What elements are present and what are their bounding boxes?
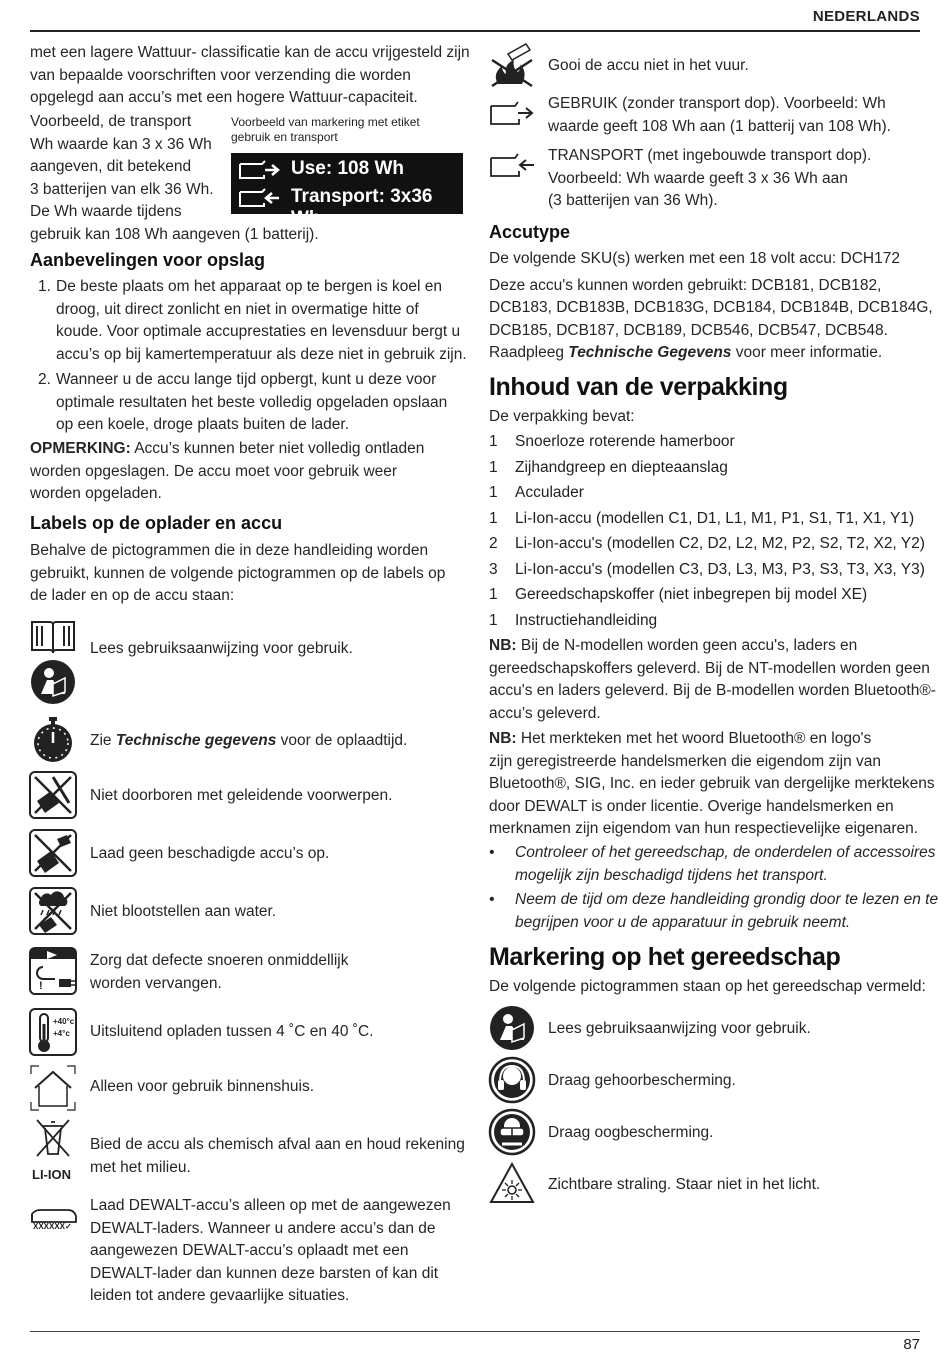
- text-line: de lader en op de accu staan:: [30, 587, 235, 604]
- text-line: accu’s op bij kamertemperatuur als deze niet in gebruik zijn.: [56, 345, 467, 363]
- text-span: Zie: [90, 732, 116, 749]
- text-line: Laad DEWALT-accu’s alleen op met de aangewezen: [90, 1197, 451, 1214]
- text-line: DEWALT-laders. Wanneer u andere accu’s dan de: [90, 1219, 436, 1237]
- text-line: Bluetooth®, SIG, Inc. en ieder gebruik van dergelijke merktekens: [489, 775, 935, 792]
- text-line: DCB185, DCB187, DCB189, DCB546, DCB547, DCB548.: [489, 321, 888, 339]
- text-line: De volgende SKU(s) werken met een 18 volt accu: DCH172: [489, 250, 900, 267]
- marking-radiation-text: Zichtbare straling. Staar niet in het licht.: [548, 1176, 821, 1193]
- text-line: worden opgeladen.: [30, 485, 162, 502]
- labels-heading: Labels op de oplader en accu: [30, 513, 283, 533]
- picto-indoor-text: Alleen voor gebruik binnenshuis.: [90, 1078, 315, 1095]
- text-line: Accu’s kunnen beter niet volledig ontladen: [130, 440, 425, 457]
- text-span: voor meer informatie.: [731, 344, 883, 361]
- text-line: van bepaalde voorschriften voor verzending die worden: [30, 66, 411, 84]
- picto-dewalt-text: [90, 1195, 451, 1308]
- note-label: NB:: [489, 730, 517, 747]
- battery-use-outline-icon: [488, 98, 536, 132]
- dewalt-code-label: XXXXXX✓: [33, 1222, 72, 1231]
- text-line: gereedschapskoffers geleverd. Bij de NT-modellen worden geen: [489, 659, 930, 677]
- text-line: op een koele, droge plaats buiten de lader.: [56, 416, 350, 433]
- temp-low-label: +4°c: [53, 1029, 70, 1038]
- picto-no-damaged-text: Laad geen beschadigde accu’s op.: [90, 845, 330, 862]
- text-line: koude. Voor optimale accuprestaties en levensduur bergt u: [56, 323, 461, 340]
- item-quantity: 1: [489, 510, 498, 527]
- list-item: [489, 610, 657, 632]
- note-label: NB:: [489, 637, 517, 654]
- text-line: Deze accu's kunnen worden gebruikt: DCB181, DCB182,: [489, 276, 882, 294]
- marking-read-text: Lees gebruiksaanwijzing voor gebruik.: [548, 1020, 811, 1037]
- battery-label-example: [231, 153, 463, 229]
- text-span: Het merkteken met het woord Bluetooth® en logo's: [516, 730, 872, 747]
- nb-models-note: [489, 635, 936, 725]
- text-line: De Wh waarde tijdens: [30, 203, 182, 220]
- read-manual-icon: [488, 1004, 536, 1052]
- list-item: [489, 508, 914, 530]
- caption-line: gebruik en transport: [231, 130, 338, 144]
- text-line: 3 batterijen van elk 36 Wh.: [30, 180, 214, 198]
- caption-line: Voorbeeld van markering met etiket: [231, 115, 420, 129]
- technical-data-reference: Technische gegevens: [115, 732, 277, 749]
- technical-data-reference: Technische Gegevens: [568, 344, 732, 361]
- text-line: aangeven, dit betekend: [30, 158, 192, 175]
- note-label: OPMERKING:: [30, 440, 131, 457]
- marking-hearing-text: Draag gehoorbescherming.: [548, 1072, 736, 1089]
- item-quantity: 1: [489, 586, 498, 603]
- picto-no-water-text: Niet blootstellen aan water.: [90, 903, 277, 920]
- text-line: Controleer of het gereedschap, de onderdelen of accessoires: [515, 844, 936, 861]
- item-number: 2.: [38, 371, 51, 388]
- contents-heading: Inhoud van de verpakking: [489, 373, 788, 401]
- page-number: 87: [903, 1336, 920, 1353]
- temp-high-label: +40°c: [53, 1017, 75, 1026]
- text-span: Bij de N-modellen worden geen accu's, laders en: [516, 637, 858, 654]
- text-line: Voorbeeld, de transport: [30, 113, 192, 130]
- defective-cord-icon: [29, 947, 77, 995]
- radiation-warning-icon: [488, 1160, 536, 1208]
- text-line: met het milieu.: [90, 1158, 191, 1176]
- accutype-heading: Accutype: [489, 222, 571, 242]
- item-quantity: 2: [489, 535, 498, 552]
- bullet-dot: •: [489, 891, 495, 908]
- picto-temp-text: Uitsluitend opladen tussen 4 ˚C en 40 ˚C.: [90, 1023, 374, 1040]
- footer-rule: [30, 1331, 920, 1332]
- marking-heading: Markering op het gereedschap: [489, 943, 841, 971]
- marking-eye-text: Draag oogbescherming.: [548, 1124, 714, 1141]
- bullet-dot: •: [489, 844, 495, 861]
- text-line: Wanneer u de accu lange tijd opbergt, kunt u deze voor: [56, 371, 437, 388]
- text-line: door DEWALT is onder licentie. Overige handelsmerken en: [489, 797, 894, 815]
- item-label: Zijhandgreep en diepteaanslag: [515, 459, 728, 476]
- text-line: (3 batterijen van 36 Wh).: [548, 192, 718, 209]
- item-quantity: 1: [489, 433, 498, 450]
- label-caption: [231, 115, 420, 145]
- contents-intro: De verpakking bevat:: [489, 408, 635, 425]
- read-manual-icon: [29, 658, 77, 706]
- battery-use-icon: [237, 159, 281, 181]
- indoor-house-icon: [29, 1064, 77, 1112]
- no-water-icon: [29, 887, 77, 935]
- text-line: Neem de tijd om deze handleiding grondig door te lezen en te: [515, 891, 939, 908]
- text-line: merknamen zijn eigendom van hun respectievelijke eigenaren.: [489, 820, 919, 837]
- list-item: [489, 457, 728, 479]
- item-label: Li-Ion-accu's (modellen C2, D2, L2, M2, P2, S2, T2, X2, Y2): [515, 535, 925, 552]
- text-line: waarde geeft 108 Wh aan (1 batterij van 108 Wh).: [548, 117, 891, 135]
- item-quantity: 1: [489, 612, 498, 629]
- text-line: accu’s geleverd.: [489, 704, 601, 722]
- thermometer-icon: [29, 1008, 77, 1056]
- li-ion-label: LI-ION: [32, 1167, 71, 1182]
- list-item: [489, 482, 584, 504]
- battery-transport-icon: [237, 187, 281, 209]
- list-item: [489, 431, 735, 453]
- text-line: TRANSPORT (met ingebouwde transport dop).: [548, 147, 872, 164]
- storage-heading: Aanbevelingen voor opslag: [30, 250, 266, 270]
- bullet-item: [489, 889, 938, 934]
- item-quantity: 1: [489, 484, 498, 501]
- text-line: Bied de accu als chemisch afval aan en houd rekening: [90, 1136, 465, 1153]
- item-label: Acculader: [515, 484, 584, 501]
- text-line: De beste plaats om het apparaat op te bergen is koel en: [56, 278, 443, 295]
- text-line: zijn geregistreerde handelsmerken die eigendom zijn van: [489, 752, 882, 770]
- item-quantity: 1: [489, 459, 498, 476]
- picto-charge-time-text: [90, 730, 407, 753]
- nb-trademark-note: [489, 728, 935, 841]
- label-use-text: Use: 108 Wh: [291, 158, 404, 179]
- text-line: Voorbeeld: Wh waarde geeft 3 x 36 Wh aan: [548, 169, 848, 187]
- label-transport-text: Transport: 3x36 Wh: [291, 186, 433, 229]
- item-label: Gereedschapskoffer (niet inbegrepen bij model XE): [515, 586, 868, 603]
- text-line: optimale resultaten het beste volledig opgeladen opslaan: [56, 393, 448, 411]
- text-line: accu's en laders geleverd. Bij de B-modellen worden Bluetooth®-: [489, 682, 936, 699]
- open-book-icon: [29, 614, 77, 662]
- item-label: Li-Ion-accu's (modellen C3, D3, L3, M3, P3, S3, T3, X3, Y3): [515, 561, 925, 578]
- item-label: Li-Ion-accu (modellen C1, D1, L1, M1, P1, S1, T1, X1, Y1): [515, 510, 915, 527]
- text-line: mogelijk zijn beschadigd tijdens het transport.: [515, 866, 828, 884]
- battery-transport-outline-icon: [488, 150, 536, 184]
- list-item: [489, 584, 867, 606]
- text-line: gebruikt, kunnen de volgende pictogrammen op de labels op: [30, 564, 446, 582]
- text-line: Wh waarde kan 3 x 36 Wh: [30, 135, 212, 153]
- text-line: DEWALT-lader dan kunnen deze barsten of kan dit: [90, 1264, 439, 1282]
- picto-read-text: Lees gebruiksaanwijzing voor gebruik.: [90, 640, 353, 657]
- stopwatch-icon: [29, 716, 77, 764]
- picto-use-text: [548, 93, 891, 138]
- text-line: aangewezen DEWALT-accu’s oplaadt met een: [90, 1242, 409, 1259]
- language-label: NEDERLANDS: [812, 8, 920, 25]
- item-quantity: 3: [489, 561, 498, 578]
- picto-no-probe-text: Niet doorboren met geleidende voorwerpen.: [90, 787, 393, 804]
- picto-transport-text: [548, 145, 871, 213]
- labels-intro: [30, 540, 445, 608]
- text-line: worden vervangen.: [90, 974, 222, 992]
- text-line: met een lagere Wattuur- classificatie kan de accu vrijgesteld zijn: [30, 44, 470, 61]
- picto-recycle-text: [90, 1134, 465, 1179]
- picto-cords-text: [90, 950, 348, 995]
- text-line: opgelegd aan accu’s met een hogere Wattuur-capaciteit.: [30, 89, 418, 106]
- text-span: voor de oplaadtijd.: [276, 732, 408, 749]
- svg-text:!: !: [39, 980, 43, 992]
- text-line: GEBRUIK (zonder transport dop). Voorbeeld: Wh: [548, 95, 886, 112]
- text-line: Behalve de pictogrammen die in deze handleiding worden: [30, 542, 429, 559]
- no-probe-icon: [29, 771, 77, 819]
- intro-paragraph: [30, 42, 470, 110]
- list-item: [489, 533, 925, 555]
- text-line: leiden tot andere gevaarlijke situaties.: [90, 1287, 350, 1304]
- text-line: droog, uit direct zonlicht en niet in overmatige hitte of: [56, 300, 419, 318]
- text-span: Raadpleeg: [489, 344, 569, 361]
- bullet-item: [489, 842, 936, 887]
- marking-intro: De volgende pictogrammen staan op het gereedschap vermeld:: [489, 978, 926, 995]
- no-damaged-battery-icon: [29, 829, 77, 877]
- item-number: 1.: [38, 278, 51, 295]
- storage-item: [38, 276, 467, 366]
- text-line: begrijpen voor u de apparatuur in gebruik neemt.: [515, 913, 851, 931]
- no-fire-icon: [488, 40, 536, 88]
- storage-item: [38, 369, 447, 437]
- eye-protection-icon: [488, 1108, 536, 1156]
- crossed-bin-icon: [29, 1116, 77, 1164]
- text-line: worden opgeslagen. De accu moet voor gebruik weer: [30, 462, 398, 480]
- text-line: Zorg dat defecte snoeren onmiddellijk: [90, 952, 349, 969]
- item-label: Snoerloze roterende hamerboor: [515, 433, 735, 450]
- picto-fire-text: Gooi de accu niet in het vuur.: [548, 57, 749, 74]
- accutype-paragraph: [489, 248, 933, 365]
- text-line: DCB183, DCB183B, DCB183G, DCB184, DCB184B, DCB184G,: [489, 299, 933, 316]
- item-label: Instructiehandleiding: [515, 612, 658, 629]
- text-line: gebruik kan 108 Wh aangeven (1 batterij).: [30, 225, 319, 243]
- storage-note: [30, 438, 424, 506]
- list-item: [489, 559, 925, 581]
- hearing-protection-icon: [488, 1056, 536, 1104]
- header-rule: [30, 30, 920, 32]
